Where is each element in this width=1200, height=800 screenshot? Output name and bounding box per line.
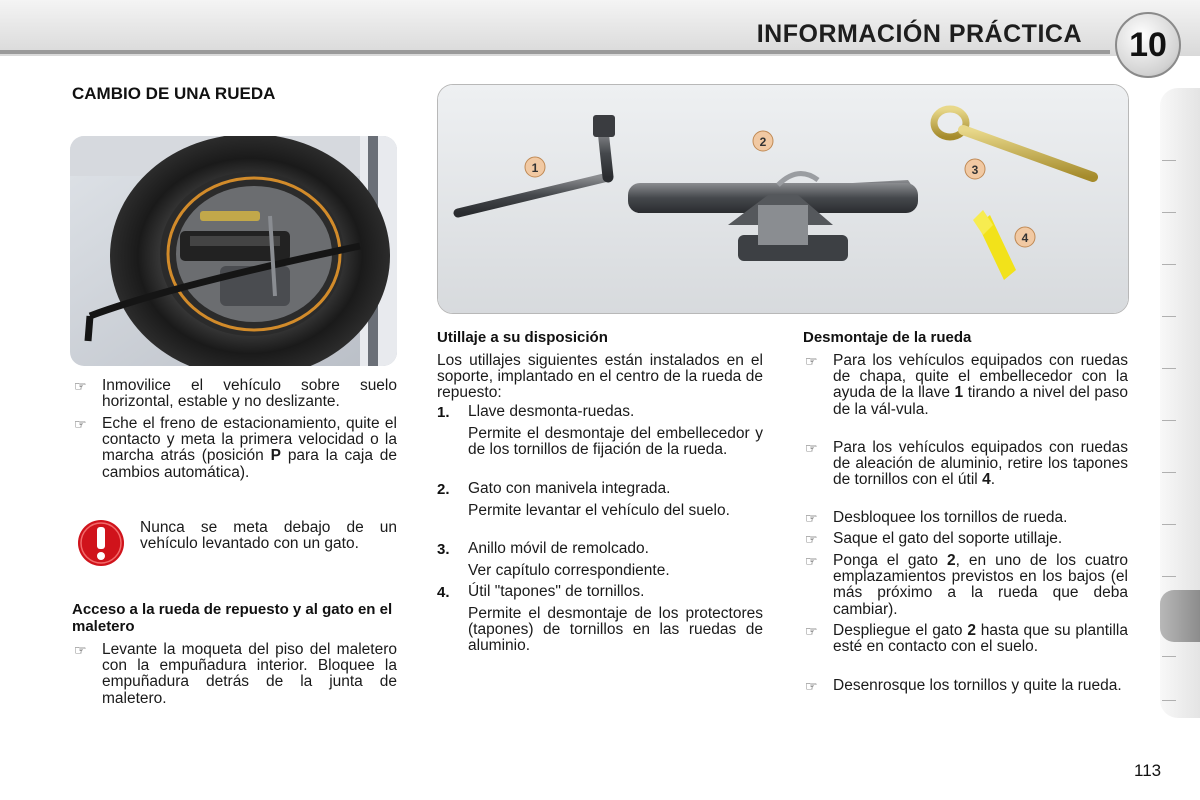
subsection-title: Utillaje a su disposición [437,329,608,346]
tool-description: Ver capítulo correspondiente. [468,562,670,579]
side-tab-divider [1162,524,1176,525]
tool-description: Permite levantar el vehículo del suelo. [468,502,730,519]
tool-name: Gato con manivela integrada. [468,480,671,497]
intro-text: Los utillajes siguientes están instalados en el soporte, implantado en el centro de la rueda de repuesto: [437,352,763,402]
tool-description: Permite el desmontaje del embellecedor y de los tornillos de fijación de la rueda. [468,425,763,459]
side-tab-divider [1162,420,1176,421]
bullet-icon: ☞ [805,678,818,694]
subsection-title: Acceso a la rueda de repuesto y al gato en el maletero [72,601,393,635]
warning-icon [76,518,126,568]
side-tab-divider [1162,316,1176,317]
side-tab-divider [1162,212,1176,213]
subsection-title: Desmontaje de la rueda [803,329,972,346]
bullet-icon: ☞ [805,531,818,547]
side-tab-current-chapter[interactable] [1160,590,1200,642]
side-tab-divider [1162,368,1176,369]
bullet-icon: ☞ [805,553,818,569]
instruction-text: Para los vehículos equipados con ruedas de aleación de aluminio, retire los tapones de tornillos con el útil 4. [833,439,1128,489]
tool-name: Llave desmonta-ruedas. [468,403,635,420]
item-number: 2. [437,481,450,498]
item-number: 1. [437,404,450,421]
chapter-title: INFORMACIÓN PRÁCTICA [756,20,1082,48]
header-rule [0,50,1110,54]
side-tab-divider [1162,160,1176,161]
tool-label-2: 2 [759,135,767,149]
spare-wheel-photo [70,136,397,366]
tool-name: Útil "tapones" de tornillos. [468,583,645,600]
section-title: CAMBIO DE UNA RUEDA [72,84,276,103]
page-number: 113 [1134,761,1162,780]
warning-text: Nunca se meta debajo de un vehículo levantado con un gato. [140,519,397,553]
bullet-icon: ☞ [805,353,818,369]
instruction-text: Levante la moqueta del piso del maletero con la empuñadura interior. Bloquee la empuñadura detrás de la junta de maletero. [102,641,397,707]
bullet-icon: ☞ [805,623,818,639]
tool-description: Permite el desmontaje de los protectores (tapones) de tornillos en las ruedas de aluminio. [468,605,763,655]
bullet-icon: ☞ [74,378,87,394]
instruction-text: Despliegue el gato 2 hasta que su plantilla esté en contacto con el suelo. [833,622,1128,656]
instruction-text: Desbloquee los tornillos de rueda. [833,509,1068,526]
side-tab-divider [1162,576,1176,577]
bullet-icon: ☞ [74,642,87,658]
instruction-text: Desenrosque los tornillos y quite la rueda. [833,677,1122,694]
tool-label-3: 3 [971,163,979,177]
instruction-text: Eche el freno de estacionamiento, quite el contacto y meta la primera velocidad o la marcha atrás (posición P para la caja de cambios automática). [102,415,398,481]
tool-label-1: 1 [531,161,539,175]
bullet-icon: ☞ [74,416,87,432]
instruction-text: Ponga el gato 2, en uno de los cuatro emplazamientos previstos en los bajos (el más próximo a la rueda que deba cambiar). [833,552,1129,618]
tool-label-4: 4 [1021,231,1029,245]
instruction-text: Para los vehículos equipados con ruedas de chapa, quite el embellecedor con la ayuda de la llave 1 tirando a nivel del paso de la vál-vula. [833,352,1128,418]
side-tab-divider [1162,264,1176,265]
chapter-number-badge: 10 [1115,12,1181,78]
instruction-text: Inmovilice el vehículo sobre suelo horizontal, estable y no deslizante. [102,377,397,411]
item-number: 3. [437,541,450,558]
instruction-text: Saque el gato del soporte utillaje. [833,530,1063,547]
item-number: 4. [437,584,450,601]
bullet-icon: ☞ [805,440,818,456]
side-tab-divider [1162,472,1176,473]
tools-photo [437,84,1129,314]
tool-name: Anillo móvil de remolcado. [468,540,649,557]
side-tab-divider [1162,656,1176,657]
bullet-icon: ☞ [805,510,818,526]
side-tab-divider [1162,700,1176,701]
